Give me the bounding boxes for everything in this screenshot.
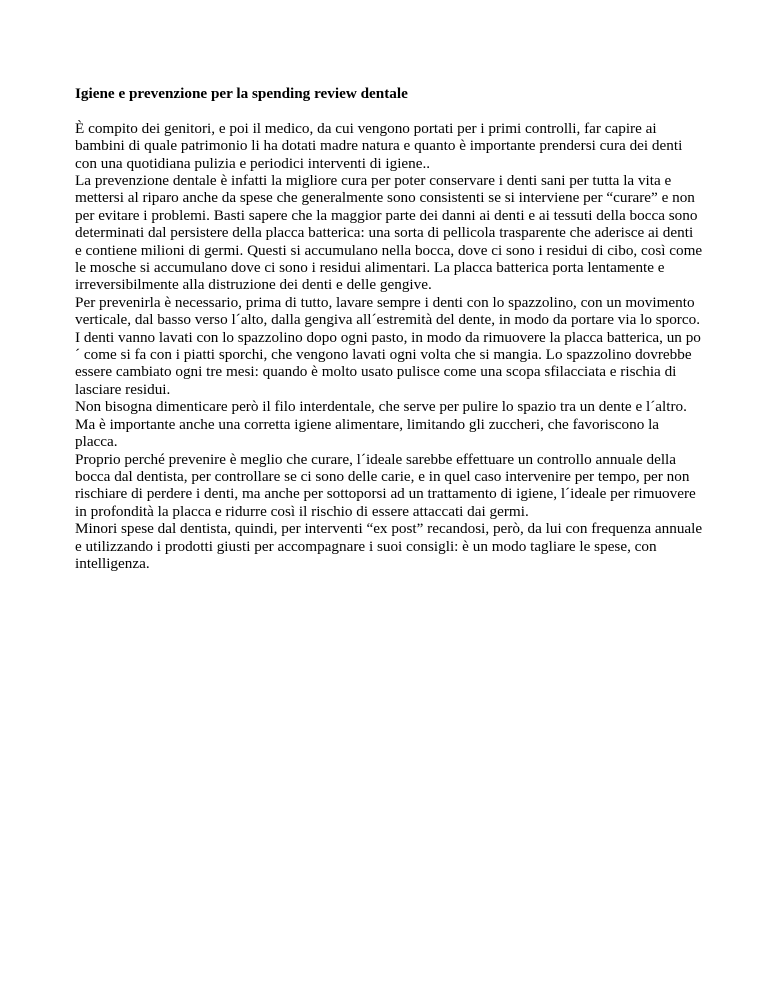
document-title: Igiene e prevenzione per la spending review dentale — [75, 85, 408, 102]
paragraph-spazzolino-movimento: Per prevenirla è necessario, prima di tutto, lavare sempre i denti con lo spazzolino, con un movimento verticale, dal basso verso l´alto, dalla gengiva all´estremità del dente, in modo da portare via lo sporco. — [75, 293, 701, 329]
paragraph-controllo-annuale: Proprio perché prevenire è meglio che curare, l´ideale sarebbe effettuare un controllo annuale della bocca dal dentista, per controllare se ci sono delle carie, e in quel caso intervenire per tempo, per non rischiare di perdere i denti, ma anche per sottoporsi ad un trattamento di igiene, l´ideale per rimuovere in profondità la placca e ridurre così il rischio di essere attaccati dai germi. — [75, 450, 696, 520]
paragraph-genitori: È compito dei genitori, e poi il medico, da cui vengono portati per i primi controlli, far capire ai bambini di quale patrimonio li ha dotati madre natura e quanto è importante prendersi cura dei denti con una quotidiana pulizia e periodici interventi di igiene.. — [75, 119, 683, 172]
paragraph-conclusione: Minori spese dal dentista, quindi, per interventi “ex post” recandosi, però, da lui con frequenza annuale e utilizzando i prodotti giusti per accompagnare i suoi consigli: è un modo tagliare le spese, con intelligenza. — [75, 520, 703, 572]
paragraph-lavaggio-dopo-pasto: I denti vanno lavati con lo spazzolino dopo ogni pasto, in modo da rimuovere la placca batterica, un po´ come si fa con i piatti sporchi, che vengono lavati ogni volta che si mangia. Lo spazzolino dovrebbe essere cambiato ogni tre mesi: quando è molto usato pulisce come una scopa sfilacciata e rischia di lasciare residui. — [75, 328, 701, 398]
paragraph-filo-interdentale: Non bisogna dimenticare però il filo interdentale, che serve per pulire lo spazio tra un dente e l´altro. Ma è importante anche una corretta igiene alimentare, limitando gli zuccheri, che favoriscono la placca. — [75, 398, 687, 451]
paragraph-prevenzione: La prevenzione dentale è infatti la migliore cura per poter conservare i denti sani per tutta la vita e mettersi al riparo anche da spese che generalmente sono consistenti se si interviene per “curare” e non per evitare i problemi. Basti sapere che la maggior parte dei danni ai denti e ai tessuti della bocca sono determinati dal persistere della placca batterica: una sorta di pellicola trasparente che aderisce ai denti e contiene milioni di germi. Questi si accumulano nella bocca, dove ci sono i residui di cibo, così come le mosche si accumulano dove ci sono i residui alimentari. La placca batterica porta lentamente e irreversibilmente alla distruzione dei denti e delle gengive. — [75, 172, 703, 294]
document-body — [75, 85, 703, 572]
